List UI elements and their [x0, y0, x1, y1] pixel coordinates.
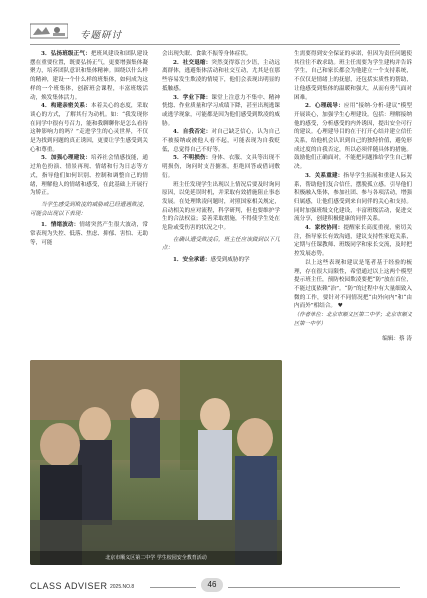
paragraph-text: 感受到威胁的学	[210, 257, 250, 264]
paragraph	[30, 154, 148, 198]
paragraph-text: 情绪突然产生很大波动，常常表现为失控、低落、焦虑、抑郁、害怕、无助等，可能	[30, 222, 148, 246]
paragraph: 生需要得到安全保证的承诺，但因为责任问题使其往往不敢求助。班主任需要为学生建构并告诉学生，自己和家长都会为他建立一个支持系统，不仅仅是情绪上的抚慰，还包括实质性的帮助，让他感受到集体的温暖和强大，从而有勇气面对困难。	[294, 51, 412, 101]
subheading: 3．弘扬班级正气：	[41, 51, 91, 57]
pull-quote: 在确认遭受欺凌后，班主任应该做到以下几点：	[162, 236, 280, 252]
subheading: 5．加强心理建设：	[41, 155, 91, 162]
paragraph-text: 本着关心的态度，采取谈心的方式，了解其行为动机。如：“我发现你在同学中很有号召力，能和我聊聊你是怎么看待这种影响力的吗？”走进学生的心灵世界，不仅是为找到问题的真正诱因，更要让学生感受到关心和尊重。	[30, 103, 148, 153]
subheading: 2．心理疏导：	[305, 103, 344, 110]
paragraph	[294, 102, 412, 172]
paragraph-text: 培养社会情感技能，通过角色扮演、情景再现、情绪和行为日志等方式，指导他们如何识别、控制和调整自己的情绪，理解他人的情绪和感受，在此基础上开展行为矫正。	[30, 155, 148, 197]
subheading: 5．不明损伤：	[173, 155, 212, 162]
subheading: 4．家校协同：	[305, 225, 344, 232]
footer-divider	[150, 587, 196, 588]
students-photo-illustration	[30, 360, 282, 565]
paragraph	[162, 154, 280, 180]
footer-divider	[228, 587, 400, 588]
header-divider	[30, 44, 400, 45]
paragraph	[162, 59, 280, 94]
paragraph	[162, 128, 280, 154]
paragraph	[162, 256, 280, 265]
heart-icon: ♥	[336, 303, 343, 310]
text-column-3	[294, 50, 412, 343]
paragraph-text: 指导学生拓展和重建人际关系，帮助他们复合信任，摆脱孤立感。引导他们积极融入集体，参加社团、参与各项活动，增强归属感，让他们感受到来自同伴的关心和支持。同时加强班级文化建设，丰富班级活动，促进交流分享，创建积极健康的同伴关系。	[294, 172, 412, 223]
paragraph	[30, 102, 148, 154]
subheading: 1．情绪波动：	[41, 222, 80, 229]
section-title: 专题研讨	[80, 30, 123, 41]
paragraph	[30, 50, 148, 102]
paragraph: 班主任发现学生出现以上情况后要及时询问原因，以免延误时机，并采取有效措施阻止事态发展。在处理欺凌问题时，对照国家相关规定，启动相关的应对流程，科学研判，但也要维护学生的合法权益；妥善采取措施，不得使学生处在危险或受伤害的状况之中。	[162, 181, 280, 232]
author-affiliation: （作者单位：北京市顺义区第二中学；北京市顺义区第一中学）	[294, 312, 412, 327]
pull-quote: 当学生感受到欺凌的威胁或已经遭遇欺凌，可能会出现以下表现：	[30, 201, 148, 217]
paragraph-text: 对自己缺乏信心，认为自己不被接纳或被他人看不起，可能表现为自我贬低，总觉得自己不好等。	[162, 129, 280, 153]
subheading: 1．安全承诺：	[173, 257, 211, 264]
subheading: 4．构建亲密关系：	[41, 103, 91, 110]
text-column-2	[162, 50, 280, 265]
paragraph-text: 以上这些表现和建议是笔者基于经验的梳理，存在很大局限性，希望通过以上这两个模型提示班主任，预防校园欺凌要把“防”放在首位，不能过度依赖“治”。“防”的过程中有大量细致入微的工作，要针对不同情况把“由外向内”和“由内而外”相结合。	[294, 259, 412, 310]
subheading: 3．关系重建：	[305, 172, 344, 179]
paragraph-text: 提醒家长高度重视，密切关注，指导家长有效沟通，建议支持性家庭关系，定期与任课教师、班级同学和家长交流，及时把控发展态势。	[294, 225, 412, 258]
issue-number: 2025.NO.8	[110, 584, 135, 590]
page-header	[0, 0, 427, 44]
page-number: 46	[201, 578, 223, 592]
paragraph-text: 课堂上注意力不集中、精神恍惚、作业质量和学习成绩下降，甚至出现逃课或逃学现象，可能都是因为他们感受到欺凌的威胁。	[162, 94, 280, 127]
subheading: 3．学业下降：	[173, 94, 212, 101]
paragraph	[294, 172, 412, 224]
paragraph-text: 突然变得寡言少语，主动远离群体，逃避集体活动和社交互动，尤其是在那些容易发生欺凌的情境下，他们会表现出明显的抵触感。	[162, 59, 280, 92]
paragraph	[294, 224, 412, 259]
text-column-1	[30, 50, 148, 247]
subheading: 4．自我否定：	[173, 129, 212, 136]
magazine-logo-icon	[30, 22, 68, 40]
photo-caption: 北京市顺义区第二中学 学生校园安全教育活动	[30, 551, 282, 565]
page-footer	[0, 575, 427, 598]
paragraph	[294, 259, 412, 311]
paragraph: 会出现失眠、食欲不振等身体症状。	[162, 51, 252, 57]
paragraph-text: 把班风建设和团队建设摆在重要位置，既要弘扬正气，更要增强集体凝聚力，培养团队意识和集体精神。围绕以什么样的精神，建设一个什么样的班集体，如何成为这样的一个班集体，创新班会课程，丰富班级活动，焕发集体活力。	[30, 51, 148, 101]
subheading: 2．社交退缩：	[173, 59, 212, 66]
editor-credit: 编辑：蔡 涛	[382, 335, 412, 342]
paragraph-text: 身体、衣服、文具等出现不明损伤，询问时支吾搪塞，拒绝回答或借词敷衍。	[162, 155, 280, 179]
magazine-brand: CLASS ADVISER	[30, 581, 108, 591]
paragraph-text: 应用“接纳-分析-建议”模型开展谈心，加强学生心理建设。包括：理解接纳他的感受，分析感受的内外诱因，提出安全可行的建议。心理建导目的在于打开心结并建立信任关系，给他机会认识到自己的独特价值，避免形成过度的自我否定，所以必须伴随具体的措施。鼓励他们正确面对，不能把问题推给学生自己解决。	[294, 103, 412, 171]
article-photo	[30, 360, 282, 565]
paragraph	[162, 94, 280, 129]
paragraph	[30, 221, 148, 247]
